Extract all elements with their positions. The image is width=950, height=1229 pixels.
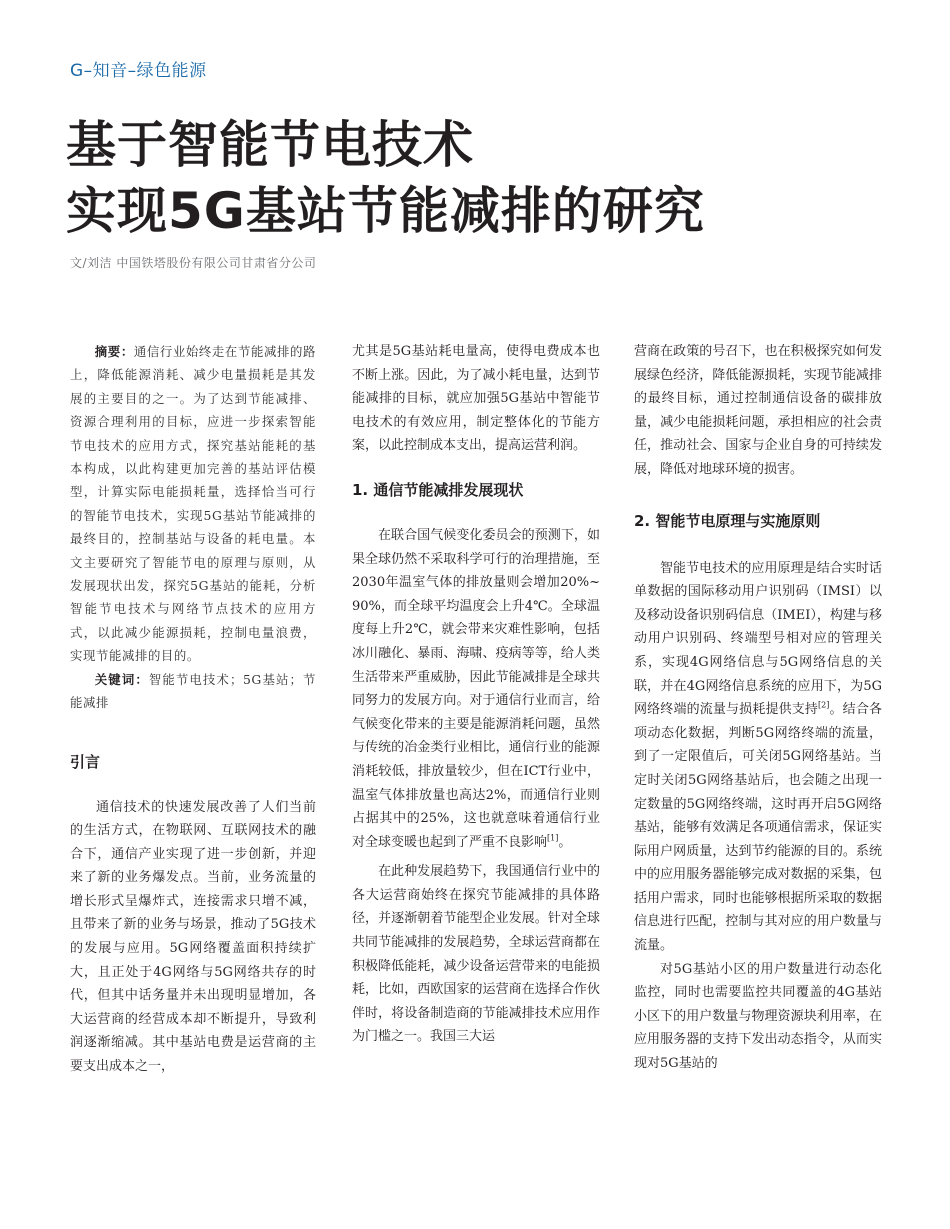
intro-paragraph: 通信技术的快速发展改善了人们当前的生活方式，在物联网、互联网技术的融合下，通信产业实现了进一步创新，并迎来了新的业务爆发点。当前，业务流量的增长形式呈爆炸式，连接需求只增不减，且带来了新的业务与场景，推动了5G技术的发展与应用。5G网络覆盖面积持续扩大，且正处于4G网络与5G网络共存的时代，但其中话务量并未出现明显增加，各大运营商的经营成本却不断提升，导致利润逐渐缩减。其中基站电费是运营商的主要支出成本之一，: [70, 799, 316, 1075]
section-1-paragraph-1-end: 。: [558, 834, 572, 850]
title-line-2: 实现5G基站节能减排的研究: [66, 182, 705, 240]
section-2-heading: 2. 智能节电原理与实施原则: [634, 511, 821, 530]
section-2-paragraph-1-text: 智能节电技术的应用原理是结合实时话单数据的国际移动用户识别码（IMSI）以及移动设备识别码信息（IMEI），构建与移动用户识别码、终端型号相对应的管理关系，实现4G网络信息与5G网络信息的关联，并在4G网络信息系统的应用下，为5G网络终端的流量与损耗提供支持: [634, 560, 882, 718]
section-1-paragraph-1-text: 在联合国气候变化委员会的预测下，如果全球仍然不采取科学可行的治理措施，至2030年温室气体的排放量则会增加20%~90%，而全球平均温度会上升4℃。全球温度每上升2℃，就会带来灾难性影响，包括冰川融化、暴雨、海啸、疫病等等，给人类生活带来严重威胁，因此节能减排是全球共同努力的发展方向。对于通信行业而言，给气候变化带来的主要是能源消耗问题，虽然与传统的冶金类行业相比，通信行业的能源消耗较低，排放量较少，但在ICT行业中，温室气体排放量也高达2%，而通信行业则占据其中的25%，这也就意味着通信行业对全球变暖也起到了严重不良影响: [352, 527, 600, 850]
keywords-text: 智能节电技术；5G基站；节能减排: [70, 671, 316, 711]
citation-1: [1]: [547, 833, 559, 843]
section-1-paragraph-2-continued: 营商在政策的号召下，也在积极探究如何发展绿色经济，降低能源损耗，实现节能减排的最终目标，通过控制通信设备的碳排放量，减少电能损耗问题，承担相应的社会责任，推动社会、国家与企业自身的可持续发展，降低对地球环境的损害。: [634, 344, 882, 477]
keywords-label: 关键词：: [94, 671, 149, 687]
title-line-1: 基于智能节电技术: [66, 116, 474, 174]
column-3: [634, 340, 882, 1076]
keywords: [70, 668, 316, 715]
abstract-text: 通信行业始终走在节能减排的路上，降低能源消耗、减少电量损耗是其发展的主要目的之一。为了达到节能减排、资源合理利用的目标，应进一步探索智能节电技术的应用方式，探究基站能耗的基本构成，以此构建更加完善的基站评估模型，计算实际电能损耗量，选择恰当可行的智能节电技术，实现5G基站节能减排的最终目的，控制基站与设备的耗电量。本文主要研究了智能节电的原理与原则，从发展现状出发，探究5G基站的能耗，分析智能节电技术与网络节点技术的应用方式，以此减少能源损耗，控制电量浪费，实现节能减排的目的。: [70, 344, 316, 664]
abstract: [70, 340, 316, 668]
column-2: [352, 340, 600, 1049]
author-byline: 文/刘洁 中国铁塔股份有限公司甘肃省分公司: [70, 256, 317, 270]
section-1-paragraph-2: 在此种发展趋势下，我国通信行业中的各大运营商始终在探究节能减排的具体路径，并逐渐朝着节能型企业发展。针对全球共同节能减排的发展趋势，全球运营商都在积极降低能耗，减少设备运营带来的电能损耗，比如，西欧国家的运营商在选择合作伙伴时，将设备制造商的节能减排技术应用作为门槛之一。我国三大运: [352, 864, 600, 1045]
citation-2: [2]: [818, 700, 830, 710]
section-1-paragraph-1: [352, 524, 600, 854]
section-1-heading: 1. 通信节能减排发展现状: [352, 480, 524, 499]
section-2-paragraph-1-rest: 。结合各项动态化数据，判断5G网络终端的流量，到了一定限值后，可关闭5G网络基站。当定时关闭5G网络基站后，也会随之出现一定数量的5G网络终端，这时再开启5G网络基站，能够有效满足各项通信需求，保证实际用户网质量，达到节约能源的目的。系统中的应用服务器能够完成对数据的采集，包括用户需求，同时也能够根据所采取的数据信息进行匹配，控制与其对应的用户数量与流量。: [634, 702, 882, 954]
article-title: [66, 112, 705, 244]
abstract-label: 摘要：: [94, 344, 134, 359]
section-tag: G–知音–绿色能源: [70, 61, 207, 81]
column-1: [70, 340, 316, 1079]
section-2-paragraph-1: [634, 557, 882, 958]
section-2-paragraph-2: 对5G基站小区的用户数量进行动态化监控，同时也需要监控共同覆盖的4G基站小区下的用户数量与物理资源块利用率，在应用服务器的支持下发出动态指令，从而实现对5G基站的: [634, 961, 882, 1072]
intro-heading: 引言: [70, 752, 101, 771]
intro-paragraph-continued: 尤其是5G基站耗电量高，使得电费成本也不断上涨。因此，为了减小耗电量，达到节能减排的目标，就应加强5G基站中智能节电技术的有效应用，制定整体化的节能方案，以此控制成本支出，提高运营利润。: [352, 344, 600, 454]
